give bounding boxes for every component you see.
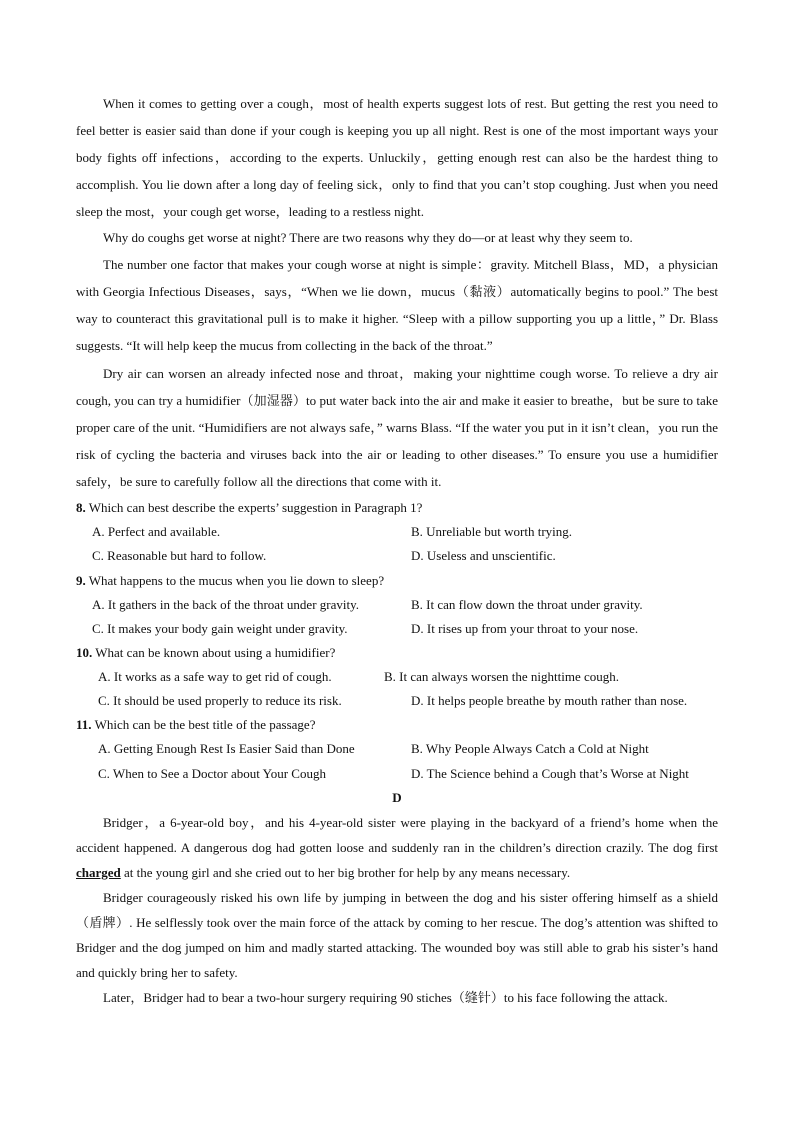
paragraph-text: at the young girl and she cried out to her big brother for help by any means necessary. (120, 865, 571, 880)
option-a[interactable]: A. It works as a safe way to get rid of cough. (98, 669, 332, 684)
option-b[interactable]: B. It can always worsen the nighttime cough. (384, 669, 620, 684)
question-number: 11. (76, 717, 92, 732)
question-number: 8. (76, 500, 86, 515)
option-a[interactable]: A. Perfect and available. (92, 524, 221, 539)
passage-d-paragraph-1 (76, 810, 718, 885)
question-9 (76, 569, 718, 593)
passage-c-paragraph-3: The number one factor that makes your cough worse at night is simple：gravity. Mitchell Blass，MD，a physician with Georgia Infectious Diseases，says，“When we lie down，mucus（黏液）automatically begins to pool.” The best way to counteract this gravitational pull is to make it higher. “Sleep with a pillow supporting you up a little，” Dr. Blass suggests. “It will help keep the mucus from collecting in the back of the throat.” (76, 257, 718, 353)
option-c[interactable]: C. When to See a Doctor about Your Cough (98, 766, 326, 781)
option-b[interactable]: B. It can flow down the throat under gravity. (411, 597, 643, 612)
passage-d-paragraph-3: Later，Bridger had to bear a two-hour surgery requiring 90 stiches（缝针）to his face following the attack. (103, 990, 668, 1005)
option-b[interactable]: B. Unreliable but worth trying. (411, 524, 573, 539)
option-a[interactable]: A. It gathers in the back of the throat under gravity. (92, 597, 360, 612)
passage-d-paragraph-2: Bridger courageously risked his own life by jumping in between the dog and his sister offering himself as a shield（盾牌）. He selflessly took over the main force of the attack by coming to her rescue. The dog’s attention was shifted to Bridger and the dog jumped on him and madly started attacking. The wounded boy was still able to grab his sister’s hand and quickly bring her to safety. (76, 890, 718, 980)
question-10 (76, 641, 718, 665)
question-text: What can be known about using a humidifier? (95, 645, 336, 660)
question-text: Which can be the best title of the passage? (94, 717, 316, 732)
paragraph-text: Bridger，a 6-year-old boy，and his 4-year-old sister were playing in the backyard of a friend’s home when the accident happened. A dangerous dog had gotten loose and suddenly ran in the children’s direction crazily. The dog first (76, 815, 718, 855)
passage-c-paragraph-2: Why do coughs get worse at night? There are two reasons why they do—or at least why they seem to. (103, 230, 633, 245)
question-text: What happens to the mucus when you lie down to sleep? (88, 573, 385, 588)
option-d[interactable]: D. The Science behind a Cough that’s Worse at Night (411, 766, 689, 781)
option-b[interactable]: B. Why People Always Catch a Cold at Night (411, 741, 649, 756)
option-c[interactable]: C. It makes your body gain weight under gravity. (92, 621, 348, 636)
option-d[interactable]: D. It helps people breathe by mouth rather than nose. (411, 693, 688, 708)
passage-c-paragraph-1: When it comes to getting over a cough，most of health experts suggest lots of rest. But getting the rest you need to feel better is easier said than done if your cough is keeping you up all night. Rest is one of the most important ways your body fights off infections，according to the experts. Unluckily，getting enough rest can also be the hardest thing to accomplish. You lie down after a long day of feeling sick，only to find that you can’t stop coughing. Just when you need sleep the most，your cough get worse，leading to a restless night. (76, 96, 718, 219)
option-c[interactable]: C. It should be used properly to reduce its risk. (98, 693, 342, 708)
question-11 (76, 713, 718, 737)
option-a[interactable]: A. Getting Enough Rest Is Easier Said than Done (98, 741, 355, 756)
section-heading-d: D (392, 790, 402, 805)
option-d[interactable]: D. It rises up from your throat to your nose. (411, 621, 639, 636)
option-c[interactable]: C. Reasonable but hard to follow. (92, 548, 267, 563)
passage-c-paragraph-4: Dry air can worsen an already infected nose and throat，making your nighttime cough worse. To relieve a dry air cough, you can try a humidifier（加湿器）to put water back into the air and make it easier to breathe，but be sure to take proper care of the unit. “Humidifiers are not always safe，” warns Blass. “If the water you put in it isn’t clean，you run the risk of cycling the bacteria and viruses back into the air or leading to other diseases.” To ensure you use a humidifier safely，be sure to carefully follow all the directions that come with it. (76, 366, 718, 489)
option-d[interactable]: D. Useless and unscientific. (411, 548, 556, 563)
question-number: 9. (76, 573, 86, 588)
question-number: 10. (76, 645, 93, 660)
question-8 (76, 496, 718, 520)
question-text: Which can best describe the experts’ suggestion in Paragraph 1? (88, 500, 423, 515)
highlighted-word: charged (76, 865, 121, 880)
